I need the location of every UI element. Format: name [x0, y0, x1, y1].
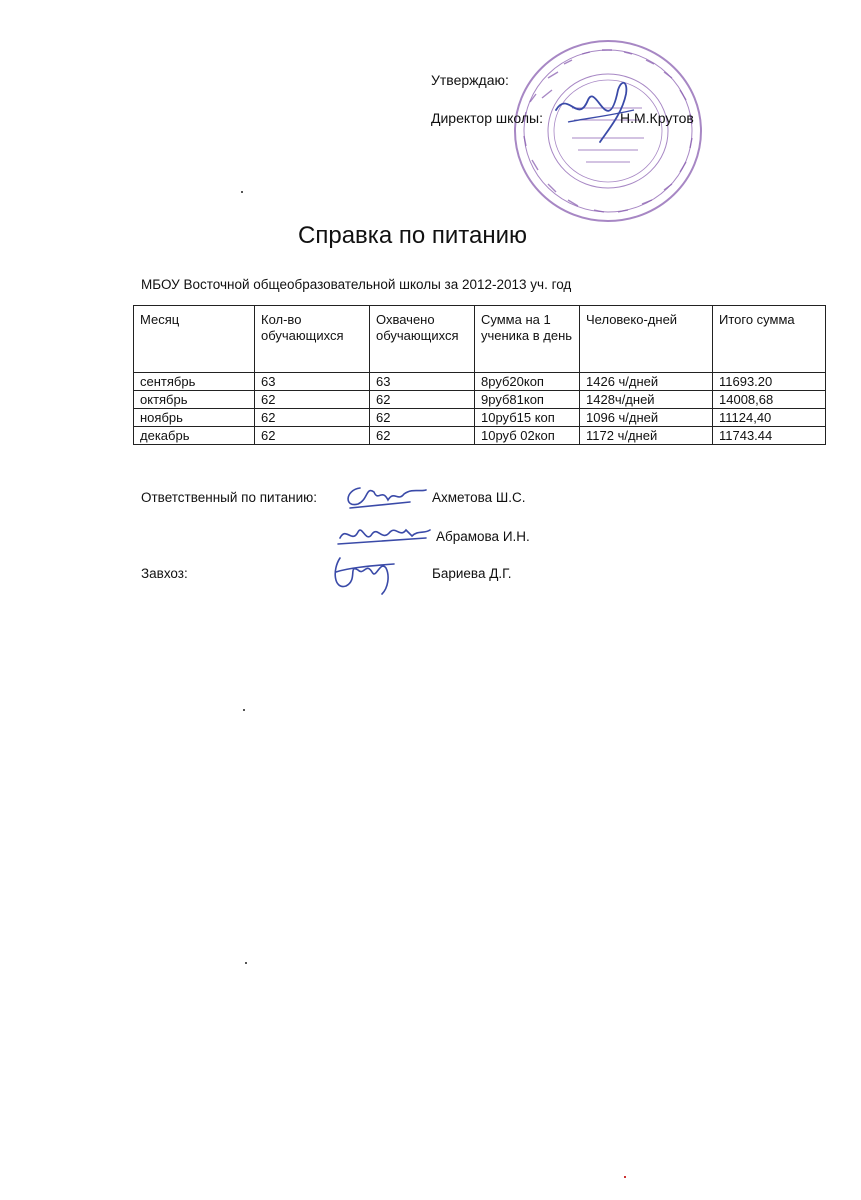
cell-sum-per-student: 9руб81коп	[475, 391, 580, 409]
cell-student-count: 63	[255, 373, 370, 391]
cell-sum-per-student: 10руб15 коп	[475, 409, 580, 427]
cell-covered-students: 62	[370, 409, 475, 427]
cell-covered-students: 62	[370, 427, 475, 445]
header-sum-per-student: Сумма на 1 ученика в день	[475, 306, 580, 373]
cell-month: декабрь	[134, 427, 255, 445]
cell-sum-per-student: 10руб 02коп	[475, 427, 580, 445]
table-row	[134, 373, 826, 391]
nutrition-table	[133, 305, 826, 445]
cell-person-days: 1428ч/дней	[580, 391, 713, 409]
header-student-count: Кол-во обучающихся	[255, 306, 370, 373]
cell-person-days: 1096 ч/дней	[580, 409, 713, 427]
cell-total-sum: 11693.20	[713, 373, 826, 391]
cell-month: ноябрь	[134, 409, 255, 427]
responsible-signature-1	[340, 478, 430, 514]
cell-person-days: 1426 ч/дней	[580, 373, 713, 391]
document-title	[0, 222, 861, 250]
header-covered-students: Охвачено обучающихся	[370, 306, 475, 373]
cell-covered-students: 63	[370, 373, 475, 391]
document-subtitle: МБОУ Восточной общеобразовательной школы за 2012-2013 уч. год	[141, 277, 572, 292]
cell-total-sum: 11124,40	[713, 409, 826, 427]
cell-total-sum: 14008,68	[713, 391, 826, 409]
cell-month: октябрь	[134, 391, 255, 409]
cell-student-count: 62	[255, 391, 370, 409]
supply-manager-signature	[328, 550, 398, 596]
cell-student-count: 62	[255, 409, 370, 427]
supply-manager-name: Бариева Д.Г.	[432, 566, 512, 581]
header-person-days: Человеко-дней	[580, 306, 713, 373]
responsible-label: Ответственный по питанию:	[141, 490, 317, 505]
scan-speck	[245, 962, 247, 964]
document-title-text: Справка по питанию	[298, 222, 527, 249]
responsible-signature-2	[334, 516, 434, 552]
responsible-name-2: Абрамова И.Н.	[436, 529, 530, 544]
scan-speck	[243, 709, 245, 711]
responsible-name-1: Ахметова Ш.С.	[432, 490, 526, 505]
scan-speck	[241, 191, 243, 193]
cell-person-days: 1172 ч/дней	[580, 427, 713, 445]
header-month: Месяц	[134, 306, 255, 373]
director-label: Директор школы:	[431, 110, 543, 126]
table-row	[134, 427, 826, 445]
table-row	[134, 409, 826, 427]
cell-sum-per-student: 8руб20коп	[475, 373, 580, 391]
director-name: Н.М.Крутов	[620, 110, 694, 126]
cell-total-sum: 11743.44	[713, 427, 826, 445]
scan-speck	[624, 1176, 626, 1178]
approve-label: Утверждаю:	[431, 72, 509, 88]
table-row	[134, 391, 826, 409]
cell-covered-students: 62	[370, 391, 475, 409]
cell-student-count: 62	[255, 427, 370, 445]
header-total-sum: Итого сумма	[713, 306, 826, 373]
table-header-row	[134, 306, 826, 373]
cell-month: сентябрь	[134, 373, 255, 391]
supply-manager-label: Завхоз:	[141, 566, 188, 581]
